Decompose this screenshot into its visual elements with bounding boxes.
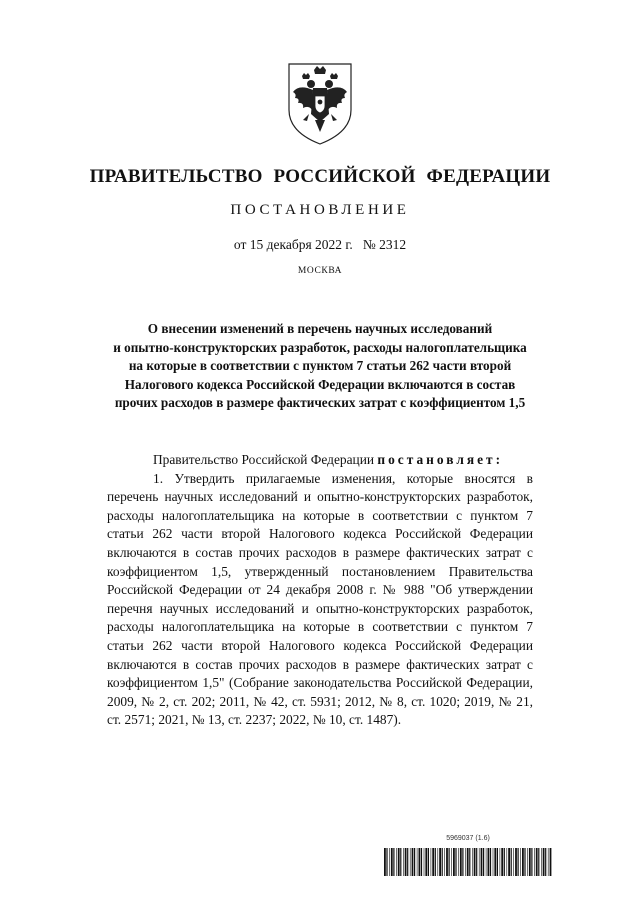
barcode-bar: [476, 848, 477, 876]
government-name: ПРАВИТЕЛЬСТВО РОССИЙСКОЙ ФЕДЕРАЦИИ: [89, 166, 551, 187]
document-number: № 2312: [362, 237, 407, 252]
barcode-bar: [494, 848, 496, 876]
barcode-bar: [432, 848, 434, 876]
intro-decree-word: постановляет:: [377, 452, 504, 467]
barcode-bar: [545, 848, 546, 876]
barcode-bar: [531, 848, 532, 876]
barcode-bar: [384, 848, 386, 876]
barcode-bar: [425, 848, 427, 876]
barcode-bar: [534, 848, 535, 876]
barcode-bar: [431, 848, 432, 876]
barcode-bar: [486, 848, 487, 876]
title-line: и опытно-конструкторских разработок, расходы налогоплательщика: [113, 339, 527, 355]
barcode-bar: [389, 848, 390, 876]
barcode-bar: [462, 848, 463, 876]
barcode-bar: [444, 848, 445, 876]
barcode-bar: [513, 848, 514, 876]
barcode-bar: [529, 848, 531, 876]
barcode-bar: [458, 848, 459, 876]
barcode-bar: [396, 848, 397, 876]
barcode-bar: [518, 848, 519, 876]
barcode-bar: [500, 848, 501, 876]
barcode-bar: [442, 848, 443, 876]
barcode-bar: [504, 848, 505, 876]
barcode-bar: [398, 848, 400, 876]
barcode-bar: [417, 848, 418, 876]
barcode-bar: [410, 848, 411, 876]
document-city: МОСКВА: [297, 266, 343, 276]
barcode-bar: [479, 848, 480, 876]
coat-of-arms-icon: [285, 58, 355, 146]
barcode-bar: [548, 848, 549, 876]
title-line: Налогового кодекса Российской Федерации включаются в состав: [124, 376, 516, 392]
barcode-label: 5969037 (1.6): [446, 835, 490, 842]
barcode-bar: [439, 848, 441, 876]
document-date: от 15 декабря 2022 г.: [233, 237, 353, 252]
barcode-bar: [467, 848, 469, 876]
barcode-bar: [490, 848, 491, 876]
barcode-bar: [414, 848, 415, 876]
intro-prefix: Правительство Российской Федерации: [153, 452, 375, 467]
barcode-bar: [508, 848, 510, 876]
barcode-bar: [527, 848, 528, 876]
barcode-bar: [497, 848, 498, 876]
barcode-bar: [550, 848, 552, 876]
barcode-bar: [428, 848, 429, 876]
document-date-line: [0, 237, 640, 253]
barcode-bar: [515, 848, 517, 876]
title-line: прочих расходов в размере фактических затрат с коэффициентом 1,5: [114, 395, 526, 410]
barcode-bar: [391, 848, 393, 876]
barcode-bar: [493, 848, 494, 876]
barcode-bar: [400, 848, 401, 876]
barcode-bar: [412, 848, 414, 876]
barcode-bar: [536, 848, 538, 876]
barcode-bar: [407, 848, 408, 876]
barcode-bar: [393, 848, 394, 876]
barcode-bar: [469, 848, 470, 876]
barcode-bar: [483, 848, 484, 876]
barcode-bar: [451, 848, 452, 876]
barcode-icon: [384, 848, 552, 876]
barcode-bar: [543, 848, 545, 876]
barcode-bar: [424, 848, 425, 876]
barcode-bar: [524, 848, 525, 876]
barcode-bar: [472, 848, 473, 876]
barcode-bar: [511, 848, 512, 876]
barcode-bar: [522, 848, 524, 876]
barcode-bar: [435, 848, 436, 876]
barcode-bar: [453, 848, 455, 876]
intro-paragraph: [107, 451, 533, 470]
document-type: ПОСТАНОВЛЕНИЕ: [230, 202, 410, 218]
barcode-bar: [501, 848, 503, 876]
barcode-bar: [455, 848, 456, 876]
barcode-bar: [386, 848, 387, 876]
barcode-bar: [520, 848, 521, 876]
barcode-bar: [541, 848, 542, 876]
barcode-bar: [507, 848, 508, 876]
barcode-bar: [465, 848, 466, 876]
title-line: О внесении изменений в перечень научных исследований: [147, 321, 493, 336]
document-body: [107, 451, 533, 730]
document-title: [100, 320, 540, 413]
barcode-bar: [419, 848, 421, 876]
barcode-bar: [474, 848, 476, 876]
barcode-bar: [538, 848, 539, 876]
barcode-bar: [481, 848, 483, 876]
paragraph-1: 1. Утвердить прилагаемые изменения, которые вносятся в перечень научных исследований и опытно-конструкторских разработок, расходы налогоплательщика на которые в соответствии с пунктом 7 статьи 262 части второй Налогового кодекса Российской Федерации включаются в состав прочих расходов в размере фактических затрат с коэффициентом 1,5, утвержденный постановлением Правительства Российской Федерации от 24 декабря 2008 г. № 988 "Об утверждении перечня научных исследований и опытно-конструкторских разработок, расходы налогоплательщика на которые в соответствии с пунктом 7 статьи 262 части второй Налогового кодекса Российской Федерации включаются в состав прочих расходов в размере фактических затрат с коэффициентом 1,5" (Собрание законодательства Российской Федерации, 2009, № 2, ст. 202; 2011, № 42, ст. 5931; 2012, № 8, ст. 1020; 2019, № 21, ст. 2571; 2021, № 13, ст. 2237; 2022, № 10, ст. 1487).: [107, 470, 533, 728]
barcode-bar: [446, 848, 448, 876]
barcode-bar: [449, 848, 450, 876]
title-line: на которые в соответствии с пунктом 7 статьи 262 части второй: [128, 358, 512, 373]
barcode-bar: [403, 848, 404, 876]
barcode-bar: [438, 848, 439, 876]
barcode-bar: [460, 848, 462, 876]
barcode-bar: [488, 848, 490, 876]
barcode-bar: [421, 848, 422, 876]
barcode-bar: [405, 848, 407, 876]
